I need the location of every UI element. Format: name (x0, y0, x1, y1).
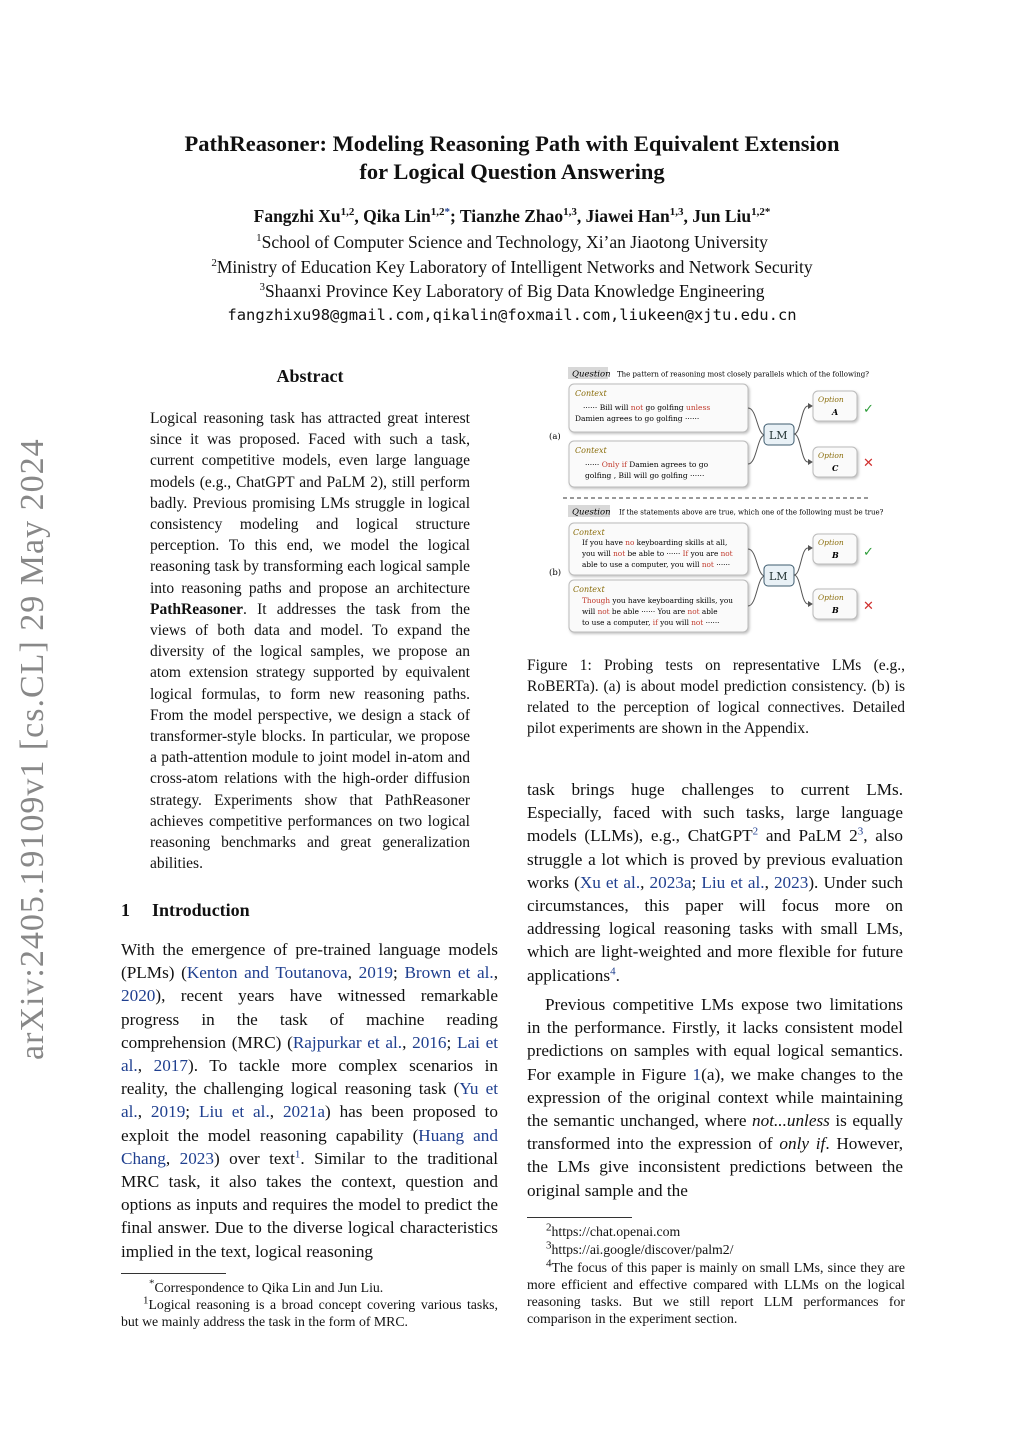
footnote: $^2$https://chat.openai.com (546, 1221, 681, 1239)
footnote: $^3$https://ai.google/discover/palm2/ (546, 1239, 734, 1257)
svg-text:B: B (832, 605, 839, 615)
citation-link[interactable]: 2016 (412, 1032, 447, 1052)
citation-link[interactable]: Liu et al. (198, 1102, 270, 1122)
footnote-rule (121, 1273, 226, 1274)
body-paragraph: Previous competitive LMs expose two limitations in the performance. Firstly, it lacks consistent model predictions on samples with equal logical semantics. For example in Figure 1(a), we make changes to the expression of the original context while maintaining the semantic unchanged, where not...unless is equally transformed into the expression of only if. However, the LMs give inconsistent predictions between the original sample and the (527, 995, 903, 1200)
citation-link[interactable]: 2023a (649, 872, 692, 892)
svg-text:Option: Option (818, 451, 844, 460)
figure-ref-link[interactable]: 1 (692, 1064, 702, 1084)
affiliation-1: $^1$School of Computer Science and Technology, Xi’an Jiaotong University (256, 232, 768, 252)
author: Qika Lin (363, 206, 431, 226)
svg-text:Context: Context (575, 389, 607, 398)
footnote: $^4$The focus of this paper is mainly on small LMs, since they are more efficient and effective compared with LLMs on the logical reasoning tasks. But we still report LLM performances for comparison in the experiment section. (527, 1257, 905, 1326)
svg-text:Option: Option (818, 538, 844, 547)
footnote-ref[interactable]: 2 (752, 825, 759, 838)
context-line: Though you have keyboarding skills, you (582, 596, 733, 605)
citation-link[interactable]: 2019 (358, 963, 394, 983)
citation-link[interactable]: Lai et al. (121, 1032, 499, 1076)
context-line: Damien agrees to go golfing ······ (575, 414, 700, 423)
citation-link[interactable]: Xu et al. (579, 872, 641, 892)
citation-link[interactable]: Kenton and Toutanova (186, 963, 348, 983)
question-text: The pattern of reasoning most closely parallels which of the following? (617, 370, 869, 379)
citation-link[interactable]: Rajpurkar et al. (292, 1032, 403, 1052)
footnote-ref[interactable]: 4 (610, 964, 616, 977)
panel-label: (b) (549, 568, 562, 578)
question-text: If the statements above are true, which one of the following must be true? (619, 508, 884, 517)
context-line: you will not be able to ······ If you are not (582, 549, 733, 558)
paper-title (0, 130, 1024, 186)
svg-text:B: B (832, 550, 839, 560)
footnote: *Correspondence to Qika Lin and Jun Liu. (149, 1277, 384, 1295)
context-line: will not be able ······ You are not able (582, 607, 718, 616)
author: Tianzhe Zhao (459, 206, 564, 226)
abstract-text: Logical reasoning task has attracted great interest since it was proposed. Faced with such a task, current competitive models, even large language models (e.g., ChatGPT and PaLM 2), still perform badly. Previous promising LMs struggle in logical consistency modeling and logical structure perception. To this end, we model the logical reasoning task by transforming each logical sample into reasoning paths and propose an architecture PathReasoner. It addresses the task from the views of both data and model. To expand the diversity of the logical samples, we propose an atom extension strategy supported by equivalent logical formulas, to form new reasoning paths. From the model perspective, we design a stack of transformer-style blocks. In particular, we propose a path-attention module to joint model in-atom and cross-atom relations with the high-order diffusion strategy. Experiments show that PathReasoner achieves competitive performances on two logical reasoning benchmarks and great generalization abilities. (150, 410, 470, 873)
citation-link[interactable]: 2019 (150, 1102, 186, 1122)
cross-icon: ✕ (863, 599, 874, 614)
affiliation-3: $^3$Shaanxi Province Key Laboratory of Big Data Knowledge Engineering (259, 281, 765, 301)
figure-caption: Figure 1: Probing tests on representative LMs (e.g., RoBERTa). (a) is about model prediction consistency. (b) is related to the perception of logical connectives. Detailed pilot experiments are shown in the Appendix. (527, 657, 905, 737)
check-icon: ✓ (863, 402, 874, 417)
body-paragraph: task brings huge challenges to current LMs. Especially, faced with such tasks, large language models (LLMs), e.g., ChatGPT$^2$ and PaLM 2$^3$, also struggle a lot which is proved by previous evaluation works (Xu et al., 2023a; Liu et al., 2023). Under such circumstances, this paper will focus more on addressing logical reasoning tasks with small LMs, which are light-weighted and more flexible for future applications$^4$. (527, 780, 903, 985)
figure-1 (545, 362, 885, 642)
author: Fangzhi Xu (253, 206, 341, 226)
context-line: ······ Bill will not go golfing unless (583, 403, 711, 412)
footnote: $^1$Logical reasoning is a broad concept covering various tasks, but we mainly address the task in the form of MRC. (121, 1294, 498, 1329)
svg-text:Context: Context (575, 446, 607, 455)
intro-paragraph: With the emergence of pre-trained language models (PLMs) (Kenton and Toutanova, 2019; Brown et al., 2020), recent years have witnessed remarkable progress in the task of machine reading comprehension (MRC) (Rajpurkar et al., 2016; Lai et al., 2017). To tackle more complex scenarios in reality, the challenging logical reasoning task (Yu et al., 2019; Liu et al., 2021a) has been proposed to exploit the model reasoning capability (Huang and Chang, 2023) over text$^1$. Similar to the traditional MRC task, it also takes the context, question and options as inputs and requires the model to predict the final answer. Due to the diverse logical characteristics implied in the text, logical reasoning (121, 940, 499, 1261)
arxiv-stamp: arXiv:2405.19109v1 [cs.CL] 29 May 2024 (14, 438, 51, 1060)
author: Jun Liu (692, 206, 752, 226)
section-heading: 1 Introduction (121, 900, 250, 920)
title-line-2: for Logical Question Answering (359, 159, 665, 184)
citation-link[interactable]: 2021a (282, 1102, 325, 1122)
citation-link[interactable]: Yu et al. (121, 1079, 498, 1122)
citation-link[interactable]: 2017 (153, 1056, 188, 1076)
svg-text:LM: LM (769, 570, 788, 583)
context-line: to use a computer, if you will not ······ (582, 618, 720, 627)
cross-icon: ✕ (863, 456, 874, 471)
affiliation-2: $^2$Ministry of Education Key Laboratory of Intelligent Networks and Network Security (211, 257, 813, 277)
citation-link[interactable]: Liu et al. (701, 872, 765, 892)
footnote-ref[interactable]: 3 (857, 825, 864, 838)
citation-link[interactable]: Huang and Chang (121, 1125, 498, 1168)
citation-link[interactable]: 2023 (773, 872, 809, 892)
context-line: golfing , Bill will go golfing ······ (585, 471, 705, 480)
svg-text:Option: Option (818, 593, 844, 602)
svg-text:Option: Option (818, 395, 844, 404)
svg-text:C: C (832, 463, 839, 473)
context-line: ······ Only if Damien agrees to go (585, 460, 709, 469)
svg-text:Context: Context (573, 585, 605, 594)
citation-link[interactable]: 2023 (179, 1148, 214, 1168)
check-icon: ✓ (863, 545, 874, 560)
author: Jiawei Han (585, 206, 670, 226)
context-line: If you have no keyboarding skills at all, (582, 538, 728, 547)
context-line: able to use a computer, you will not ······ (582, 560, 731, 569)
citation-link[interactable]: 2020 (121, 986, 156, 1006)
author-list: Fangzhi Xu$^{1,2}$, Qika Lin$^{1,2*}$; Tianzhe Zhao$^{1,3}$, Jiawei Han$^{1,3}$, Jun Liu$^{1,2*}$ (253, 206, 771, 226)
citation-link[interactable]: Brown et al. (404, 963, 494, 983)
footnote-ref[interactable]: 1 (294, 1148, 301, 1161)
title-line-1: PathReasoner: Modeling Reasoning Path with Equivalent Extension (184, 131, 840, 156)
footnote-rule (527, 1217, 632, 1218)
panel-label: (a) (549, 432, 561, 442)
svg-text:Question: Question (572, 369, 611, 380)
svg-text:Context: Context (573, 528, 605, 537)
author-emails: fangzhixu98@gmail.com,qikalin@foxmail.com,liukeen@xjtu.edu.cn (227, 306, 797, 324)
svg-text:LM: LM (769, 429, 788, 442)
svg-text:Question: Question (572, 507, 611, 518)
svg-text:A: A (832, 407, 839, 417)
abstract-heading: Abstract (276, 366, 344, 386)
